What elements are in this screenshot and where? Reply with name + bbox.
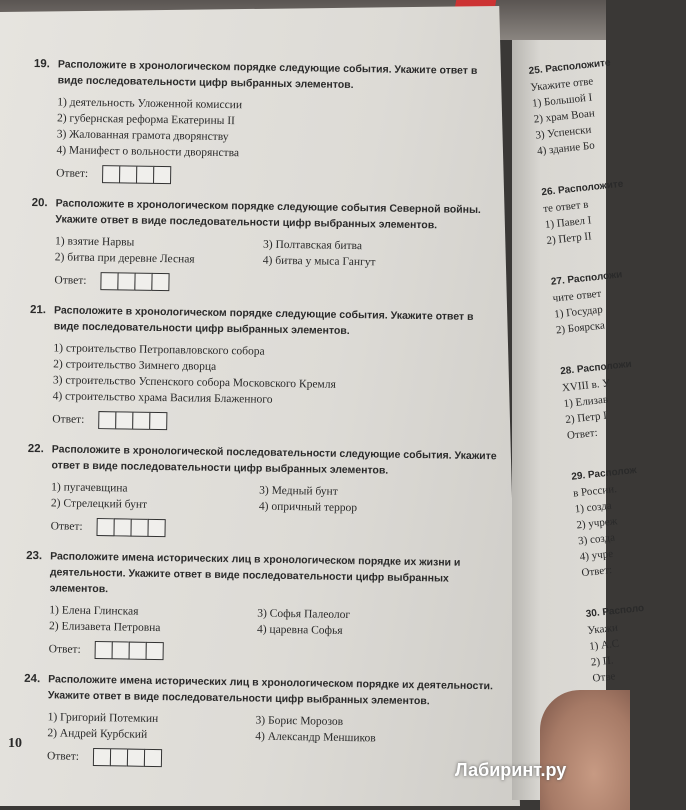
answer-cells[interactable] (93, 748, 161, 767)
right-line: чите ответ (552, 287, 602, 305)
answer-label: Ответ: (46, 750, 80, 763)
answer-cell[interactable] (93, 748, 111, 766)
right-question-title: 27. Расположи (550, 269, 623, 288)
option: 3) Борис Морозов (255, 714, 344, 728)
answer-cell[interactable] (119, 165, 137, 183)
question-23 (25, 548, 497, 665)
option: 4) строительство храма Василия Блаженного (52, 390, 273, 406)
option: 4) Манифест о вольности дворянства (56, 144, 240, 160)
question-number: 23. (26, 549, 43, 563)
answer-cells[interactable] (96, 518, 164, 537)
answer-label: Ответ: (50, 520, 83, 533)
question-number: 21. (29, 303, 47, 317)
option: 1) Григорий Потемкин (47, 711, 159, 726)
answer-cell[interactable] (144, 749, 162, 767)
answer-cell[interactable] (136, 166, 154, 184)
option: 4) битва у мыса Гангут (262, 254, 376, 269)
answer-cell[interactable] (129, 642, 147, 660)
right-line: 1) Государ (553, 303, 604, 321)
answer-label: Ответ: (52, 413, 85, 426)
answer-cells[interactable] (100, 272, 168, 291)
right-line: XVIII в. У (561, 377, 611, 395)
answer-label: Ответ: (48, 643, 81, 656)
option: 3) Софья Палеолог (257, 607, 351, 622)
answer-cell[interactable] (134, 273, 152, 291)
right-question-25 (528, 55, 628, 160)
right-line: Укажите отве (529, 75, 594, 94)
answer-cell[interactable] (95, 641, 113, 659)
right-line: 2) храм Воан (533, 107, 596, 126)
right-question-title: 29. Располож (570, 464, 638, 483)
right-question-26 (541, 176, 637, 249)
right-line: Отве (591, 670, 616, 685)
question-19 (32, 56, 504, 189)
option: 2) Елизавета Петровна (48, 620, 161, 635)
right-line: 4) здание Бо (536, 139, 596, 158)
right-line: 1) Большой I (531, 91, 593, 110)
answer-cell[interactable] (130, 519, 148, 537)
right-line: 2) Петр I (564, 409, 608, 427)
answer-cell[interactable] (132, 412, 150, 430)
option: 2) строительство Зимнего дворца (53, 358, 217, 373)
right-line: Укажи (586, 621, 619, 637)
option: 4) царевна Софья (256, 623, 343, 637)
question-24 (23, 671, 494, 772)
question-text: Расположите в хронологическом порядке следующие события. Укажите ответ в виде последовательности цифр выбранных элементов. (57, 58, 478, 92)
option: 4) опричный террор (258, 500, 358, 515)
right-line: те ответ в (542, 198, 590, 216)
right-line: 4) учре (579, 547, 614, 564)
answer-cell[interactable] (146, 642, 164, 660)
option: 3) Жалованная грамота дворянству (56, 128, 229, 144)
answer-cell[interactable] (127, 749, 145, 767)
answer-cell[interactable] (110, 748, 128, 766)
option: 2) Стрелецкий бунт (50, 497, 148, 511)
question-22 (26, 441, 497, 542)
option: 3) строительство Успенского собора Московского Кремля (52, 374, 336, 391)
option: 2) губернская реформа Екатерины II (56, 112, 236, 128)
question-text: Расположите в хронологическом порядке следующие события Северной войны. Укажите ответ в виде последовательности цифр выбранных элементов. (55, 197, 481, 232)
option: 1) пугачевщина (51, 481, 128, 495)
answer-cell[interactable] (115, 411, 133, 429)
answer-cell[interactable] (112, 641, 130, 659)
right-question-30 (585, 598, 683, 687)
page-number: 10 (8, 736, 22, 751)
option: 3) Медный бунт (259, 484, 338, 498)
question-text: Расположите в хронологическом порядке следующие события. Укажите ответ в виде последовательности цифр выбранных элементов. (53, 304, 474, 337)
right-line: в России. (572, 483, 618, 500)
question-number: 22. (27, 442, 44, 456)
right-line: Ответ: (580, 564, 613, 580)
option: 4) Александр Меншиков (255, 730, 376, 745)
right-question-28 (560, 355, 658, 444)
answer-label: Ответ: (54, 274, 87, 287)
question-21 (28, 302, 500, 435)
right-question-27 (550, 265, 646, 338)
answer-cell[interactable] (100, 272, 118, 290)
answer-cells[interactable] (102, 165, 170, 184)
question-text: Расположите имена исторических лиц в хронологическом порядке их жизни и деятельности. Укажите ответ в виде последовательности цифр выбранных элементов. (49, 550, 461, 596)
answer-cell[interactable] (113, 518, 131, 536)
right-line: 3) созда (577, 531, 616, 548)
option: 3) Полтавская битва (262, 238, 363, 253)
answer-cells[interactable] (98, 411, 166, 430)
right-line: 1) Елизав (563, 393, 609, 411)
answer-cells[interactable] (95, 641, 163, 660)
answer-cell[interactable] (98, 411, 116, 429)
question-text: Расположите имена исторических лиц в хронологическом порядке их деятельности. Укажите ответ в виде последовательности цифр выбранных элементов. (47, 673, 494, 708)
question-list (23, 56, 504, 785)
right-line: 2) П. (590, 654, 615, 669)
right-line: 2) учреж (575, 515, 618, 532)
answer-label: Ответ: (56, 167, 89, 180)
right-line: 2) Боярска (555, 319, 606, 337)
question-20 (30, 195, 501, 296)
answer-cell[interactable] (117, 272, 135, 290)
question-number: 19. (33, 57, 50, 71)
right-line: Ответ: (566, 426, 599, 442)
right-question-title: 30. Располо (585, 602, 645, 620)
right-question-title: 26. Расположите (540, 178, 624, 199)
option: 1) взятие Нарвы (54, 235, 135, 249)
question-number: 20. (31, 196, 48, 210)
option: 2) битва при деревне Лесная (54, 251, 195, 266)
watermark-logo: Лабиринт.ру (455, 760, 567, 780)
answer-cell[interactable] (147, 519, 165, 537)
answer-cell[interactable] (102, 165, 120, 183)
option: 1) деятельность Уложенной комиссии (57, 96, 243, 112)
option: 1) Елена Глинская (49, 604, 139, 618)
question-text: Расположите в хронологической последовательности следующие события. Укажите ответ в виде последовательности цифр выбранных элементов. (51, 443, 497, 477)
thumb-photo (540, 690, 630, 810)
right-line: 1) созда (574, 499, 613, 516)
question-number: 24. (24, 672, 41, 686)
answer-cell[interactable] (96, 518, 114, 536)
option: 1) строительство Петропавловского собора (53, 342, 265, 358)
right-line: 3) Успенски (534, 123, 592, 142)
right-question-29 (571, 460, 672, 581)
right-line: 1) А.С (588, 637, 620, 653)
answer-cell[interactable] (149, 412, 167, 430)
answer-cell[interactable] (153, 166, 171, 184)
right-question-title: 28. Расположи (559, 358, 633, 378)
option: 2) Андрей Курбский (47, 727, 148, 741)
right-line: 1) Павел I (544, 214, 592, 232)
right-line: 2) Петр II (545, 230, 593, 247)
right-question-title: 25. Расположите (528, 57, 612, 77)
answer-cell[interactable] (151, 273, 169, 291)
